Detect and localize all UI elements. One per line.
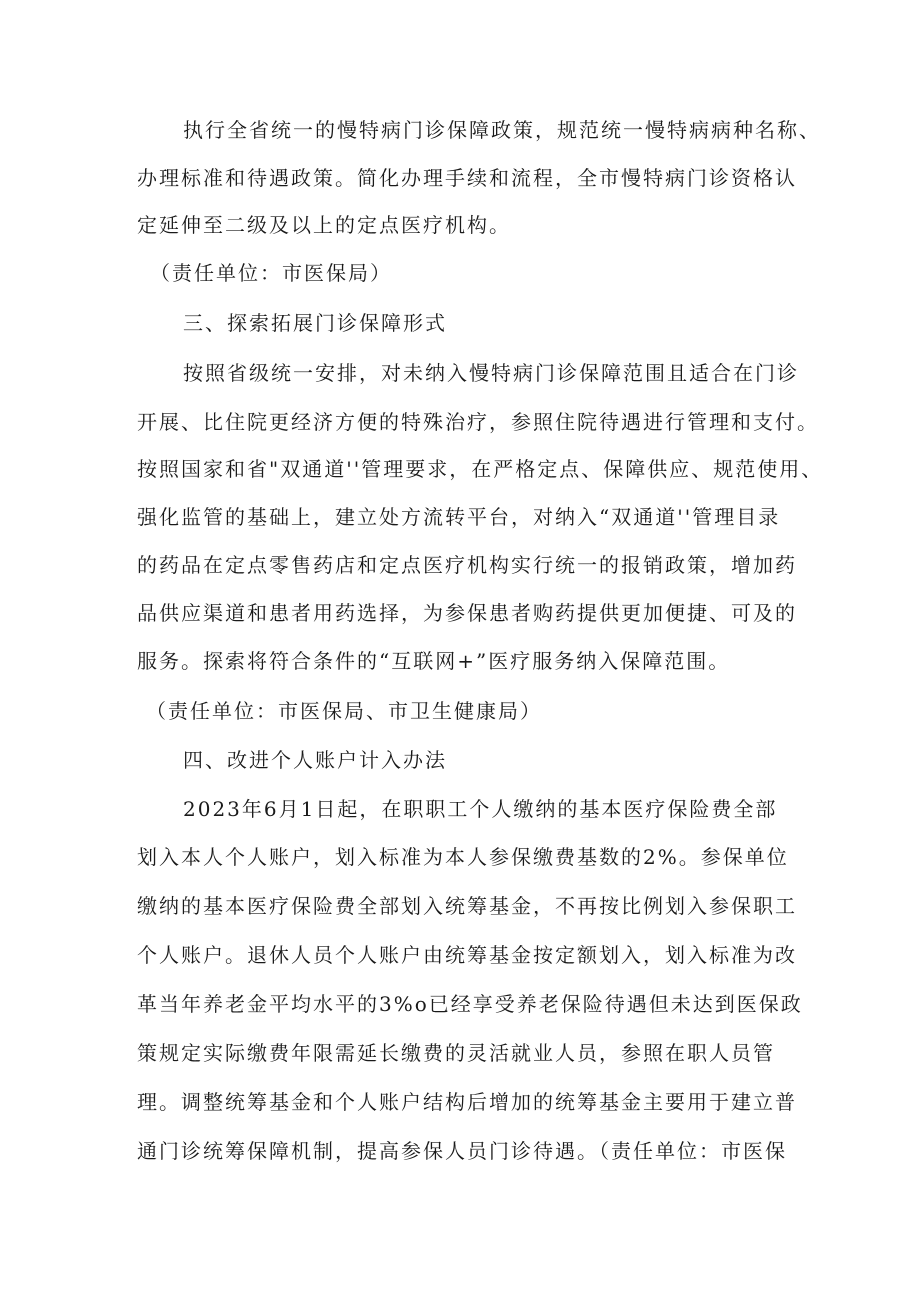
body-line: 理。调整统筹基金和个人账户结构后增加的统筹基金主要用于建立普 [137, 1090, 797, 1114]
body-line: 的药品在定点零售药店和定点医疗机构实行统一的报销政策，增加药 [137, 553, 797, 577]
body-line: 品供应渠道和患者用药选择，为参保患者购药提供更加便捷、可及的 [137, 601, 797, 625]
body-line: 划入本人个人账户，划入标准为本人参保缴费基数的2%。参保单位 [137, 845, 789, 869]
body-line: 按照省级统一安排，对未纳入慢特病门诊保障范围且适合在门诊 [183, 361, 799, 385]
body-line: 缴纳的基本医疗保险费全部划入统筹基金，不再按比例划入参保职工 [137, 894, 797, 918]
body-line: 开展、比住院更经济方便的特殊治疗，参照住院待遇进行管理和支付。 [137, 410, 819, 434]
body-line: 服务。探索将符合条件的“互联网+”医疗服务纳入保障范围。 [137, 649, 731, 673]
body-line: 办理标准和待遇政策。简化办理手续和流程，全市慢特病门诊资格认 [137, 166, 797, 190]
section-heading: 三、探索拓展门诊保障形式 [183, 311, 447, 335]
body-line: 策规定实际缴费年限需延长缴费的灵活就业人员，参照在职人员管 [137, 1041, 775, 1065]
responsible-unit-note: （责任单位：市医保局） [150, 261, 392, 285]
body-line: 执行全省统一的慢特病门诊保障政策，规范统一慢特病病种名称、 [183, 118, 821, 142]
body-line: 2023年6月1日起，在职职工个人缴纳的基本医疗保险费全部 [183, 797, 778, 821]
body-line: 革当年养老金平均水平的3%o已经享受养老保险待遇但未达到医保政 [137, 992, 803, 1016]
body-line: 强化监管的基础上，建立处方流转平台，对纳入“双通道''管理目录 [137, 505, 781, 529]
body-line: 定延伸至二级及以上的定点医疗机构。 [137, 213, 511, 237]
body-line: 个人账户。退休人员个人账户由统筹基金按定额划入，划入标准为改 [137, 943, 797, 967]
section-heading: 四、改进个人账户计入办法 [183, 748, 447, 772]
body-line: 按照国家和省"双通道''管理要求，在严格定点、保障供应、规范使用、 [137, 457, 824, 481]
body-line: 通门诊统筹保障机制，提高参保人员门诊待遇。（责任单位：市医保 [137, 1139, 787, 1163]
responsible-unit-note: （责任单位：市医保局、市卫生健康局） [146, 699, 542, 723]
